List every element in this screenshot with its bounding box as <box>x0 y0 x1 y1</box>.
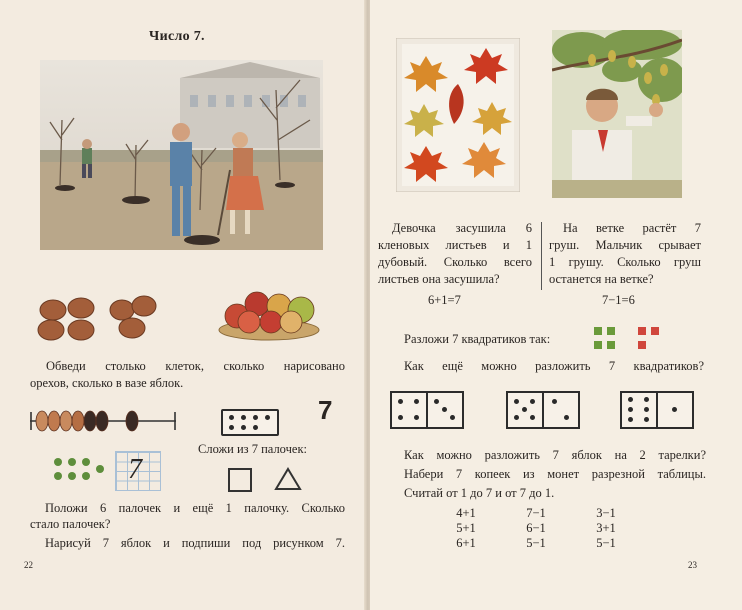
leaves-problem-line1: Девочка засушила 6 <box>392 221 532 235</box>
dot <box>229 415 234 420</box>
example: 3+1 <box>596 521 616 535</box>
sticks-add-instruction-line1: Положи 6 палочек и ещё 1 палочку. Сколько <box>45 501 345 515</box>
column-divider <box>541 222 542 290</box>
pears-problem-line4: останется на ветке? <box>549 272 654 286</box>
example: 7−1 <box>526 506 546 520</box>
example: 6−1 <box>526 521 546 535</box>
leaves-problem-line2: кленовых листьев и 1 <box>378 238 532 252</box>
handwritten-seven: 7 <box>128 454 142 485</box>
dot <box>253 425 258 430</box>
square-shape <box>228 468 252 492</box>
circle-cells-instruction-line1: Обведи столько клеток, сколько нарисовано <box>46 359 345 373</box>
squares-question: Как ещё можно разложить 7 квадратиков? <box>404 359 704 373</box>
boy-picking-pears-illustration <box>552 30 682 198</box>
domino-5-2 <box>506 391 580 429</box>
dot <box>253 415 258 420</box>
page-number-right: 23 <box>688 560 697 570</box>
example: 6+1 <box>456 536 476 550</box>
green-dots-seven <box>52 456 102 486</box>
right-page <box>370 0 742 610</box>
example: 5−1 <box>596 536 616 550</box>
coins-instruction: Набери 7 копеек из монет разрезной таблицы. <box>404 467 706 481</box>
examples-column-2 <box>516 506 556 551</box>
examples-column-3 <box>586 506 626 551</box>
circle-cells-instruction-line2: орехов, сколько в вазе яблок. <box>30 376 184 390</box>
left-page <box>0 0 366 610</box>
equation-right: 7−1=6 <box>602 293 635 307</box>
pears-problem-line1: На ветке растёт 7 <box>563 221 701 235</box>
counting-instruction: Считай от 1 до 7 и от 7 до 1. <box>404 486 555 500</box>
dot <box>265 415 270 420</box>
abacus-icon <box>28 408 178 434</box>
page-number-left: 22 <box>24 560 33 570</box>
example: 5+1 <box>456 521 476 535</box>
dried-leaves-illustration <box>396 38 520 192</box>
sticks-prompt: Сложи из 7 палочек: <box>198 442 307 456</box>
page-title: Число 7. <box>149 29 205 44</box>
big-numeral-seven: 7 <box>318 395 333 425</box>
equation-left: 6+1=7 <box>428 293 461 307</box>
leaves-problem-line4: листьев она засушила? <box>378 272 500 286</box>
walnuts-group-4-icon <box>37 296 103 346</box>
apples-plates-question: Как можно разложить 7 яблок на 2 тарелки? <box>404 448 706 462</box>
seven-dots-card <box>221 409 279 436</box>
colored-squares-arrangement <box>594 325 664 353</box>
dot <box>229 425 234 430</box>
handwriting-grid <box>115 451 161 491</box>
domino-6-1 <box>620 391 694 429</box>
sticks-add-instruction-line2: стало палочек? <box>30 517 111 531</box>
triangle-shape <box>274 466 302 492</box>
walnuts-group-3-icon <box>108 294 160 342</box>
dot <box>241 415 246 420</box>
squares-prompt: Разложи 7 квадратиков так: <box>404 332 551 346</box>
examples-column-1 <box>446 506 486 551</box>
dot <box>241 425 246 430</box>
example: 4+1 <box>456 506 476 520</box>
apple-bowl-icon <box>213 278 325 344</box>
pears-problem-line2: груш. Мальчик срывает <box>549 238 701 252</box>
domino-4-3 <box>390 391 464 429</box>
draw-apples-instruction: Нарисуй 7 яблок и подпиши под рисунком 7. <box>45 536 345 550</box>
example: 3−1 <box>596 506 616 520</box>
garden-planting-illustration <box>40 60 323 250</box>
leaves-problem-line3: дубовый. Сколько всего <box>378 255 532 269</box>
example: 5−1 <box>526 536 546 550</box>
pears-problem-line3: 1 грушу. Сколько груш <box>549 255 701 269</box>
